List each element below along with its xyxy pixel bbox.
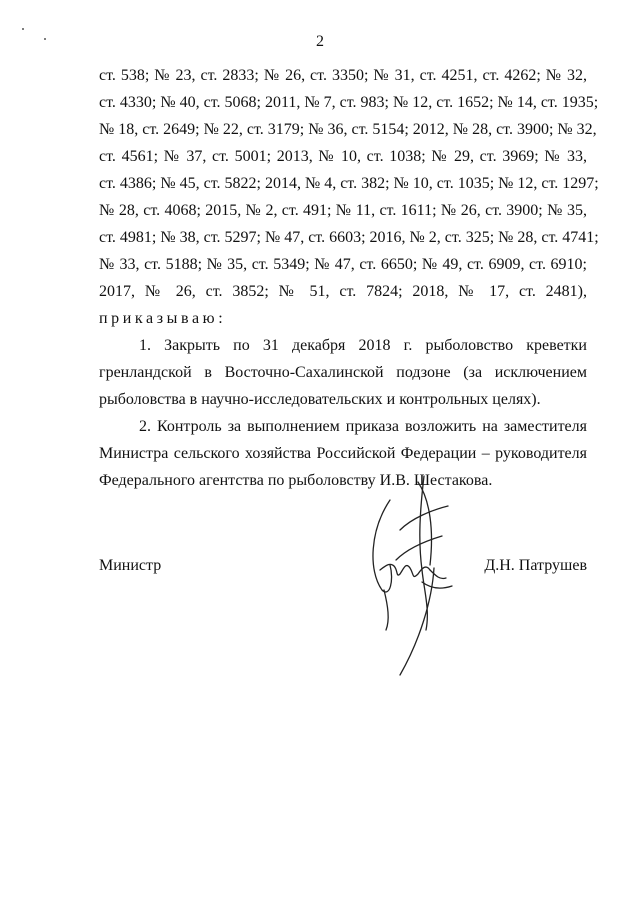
item1-line: 1. Закрыть по 31 декабря 2018 г. рыболовство креветки [139,337,587,354]
item2-line: 2. Контроль за выполнением приказа возложить на заместителя [139,418,587,435]
body-line: ст. 4386; № 45, ст. 5822; 2014, № 4, ст. 382; № 10, ст. 1035; № 12, ст. 1297; [99,175,599,192]
page-number: 2 [316,33,324,50]
body-line: № 33, ст. 5188; № 35, ст. 5349; № 47, ст. 6650; № 49, ст. 6909, ст. 6910; [99,256,587,273]
body-line: 2017, № 26, ст. 3852; № 51, ст. 7824; 2018, № 17, ст. 2481), [99,283,587,300]
body-line: ст. 4561; № 37, ст. 5001; 2013, № 10, ст. 1038; № 29, ст. 3969; № 33, [99,148,587,165]
item2-line: Министра сельского хозяйства Российской Федерации – руководителя [99,445,587,462]
body-line: ст. 538; № 23, ст. 2833; № 26, ст. 3350; № 31, ст. 4251, ст. 4262; № 32, [99,67,587,84]
item2-line: Федерального агентства по рыболовству И.В. Шестакова. [99,472,493,489]
handwritten-signature [360,470,470,680]
order-word: приказываю: [99,310,227,327]
body-line: № 18, ст. 2649; № 22, ст. 3179; № 36, ст. 5154; 2012, № 28, ст. 3900; № 32, [99,121,597,138]
signatory-name: Д.Н. Патрушев [484,557,587,574]
signatory-position: Министр [99,557,162,574]
body-line: ст. 4981; № 38, ст. 5297; № 47, ст. 6603; 2016, № 2, ст. 325; № 28, ст. 4741; [99,229,599,246]
body-line: № 28, ст. 4068; 2015, № 2, ст. 491; № 11, ст. 1611; № 26, ст. 3900; № 35, [99,202,587,219]
body-line: ст. 4330; № 40, ст. 5068; 2011, № 7, ст. 983; № 12, ст. 1652; № 14, ст. 1935; [99,94,599,111]
item1-line: гренландской в Восточно-Сахалинской подзоне (за исключением [99,364,587,381]
item1-line: рыболовства в научно-исследовательских и контрольных целях). [99,391,541,408]
scan-speck [22,28,24,30]
